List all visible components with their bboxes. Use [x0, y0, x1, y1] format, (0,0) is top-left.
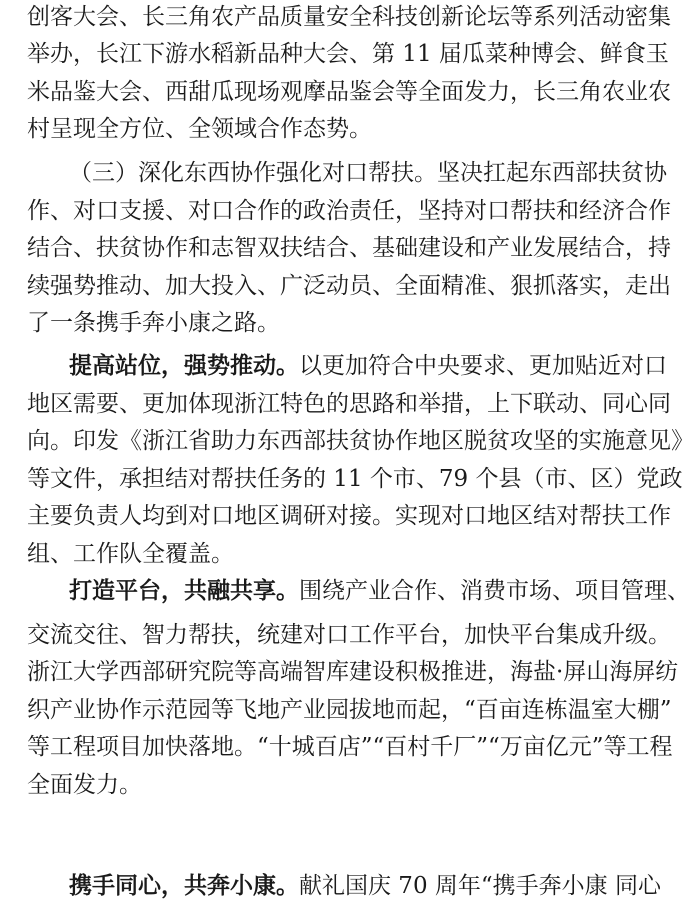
text-line: 了一条携手奔小康之路。 [27, 310, 280, 336]
text-line: 作、对口支援、对口合作的政治责任，坚持对口帮扶和经济合作 [27, 198, 671, 224]
text-run: 以更加符合中央要求、更加贴近对口 [299, 353, 667, 379]
text-line: 地区需要、更加体现浙江特色的思路和举措，上下联动、同心同 [27, 391, 671, 417]
text-line: 交流交往、智力帮扶，统建对口工作平台，加快平台集成升级。 [27, 622, 671, 648]
bold-lead: 携手同心，共奔小康。 [69, 873, 299, 899]
text-line: 等文件，承担结对帮扶任务的 11 个市、79 个县（市、区）党政 [27, 466, 683, 492]
text-run: 献礼国庆 70 周年“携手奔小康 同心 [299, 873, 661, 899]
text-run: 围绕产业合作、消费市场、项目管理、 [299, 578, 690, 604]
text-line: 举办，长江下游水稻新品种大会、第 11 届瓜菜种博会、鲜食玉 [27, 41, 669, 67]
bold-lead: 提高站位，强势推动。 [69, 353, 299, 379]
text-line: 等工程项目加快落地。“十城百店”“百村千厂”“万亩亿元”等工程 [27, 734, 673, 760]
text-line: 全面发力。 [27, 772, 142, 798]
text-line: 米品鉴大会、西甜瓜现场观摩品鉴会等全面发力，长三角农业农 [27, 79, 671, 105]
text-line: 续强势推动、加大投入、广泛动员、全面精准、狠抓落实，走出 [27, 273, 671, 299]
text-line: 创客大会、长三角农产品质量安全科技创新论坛等系列活动密集 [27, 4, 671, 30]
text-line [69, 352, 667, 380]
text-line: 织产业协作示范园等飞地产业园拔地而起，“百亩连栋温室大棚” [27, 697, 672, 723]
text-line: 村呈现全方位、全领域合作态势。 [27, 116, 372, 142]
text-line: 组、工作队全覆盖。 [27, 541, 234, 567]
bold-lead: 打造平台，共融共享。 [69, 578, 299, 604]
text-run: 坚决扛起东西部扶贫协 [437, 160, 667, 186]
text-line: 主要负责人均到对口地区调研对接。实现对口地区结对帮扶工作 [27, 503, 671, 529]
text-line: 结合、扶贫协作和志智双扶结合、基础建设和产业发展结合，持 [27, 235, 671, 261]
text-line: 向。印发《浙江省助力东西部扶贫协作地区脱贫攻坚的实施意见》 [27, 428, 694, 454]
text-line: 浙江大学西部研究院等高端智库建设积极推进，海盐·屏山海屏纺 [27, 659, 679, 685]
text-line [69, 159, 667, 187]
section-heading: （三）深化东西协作强化对口帮扶。 [69, 160, 437, 186]
